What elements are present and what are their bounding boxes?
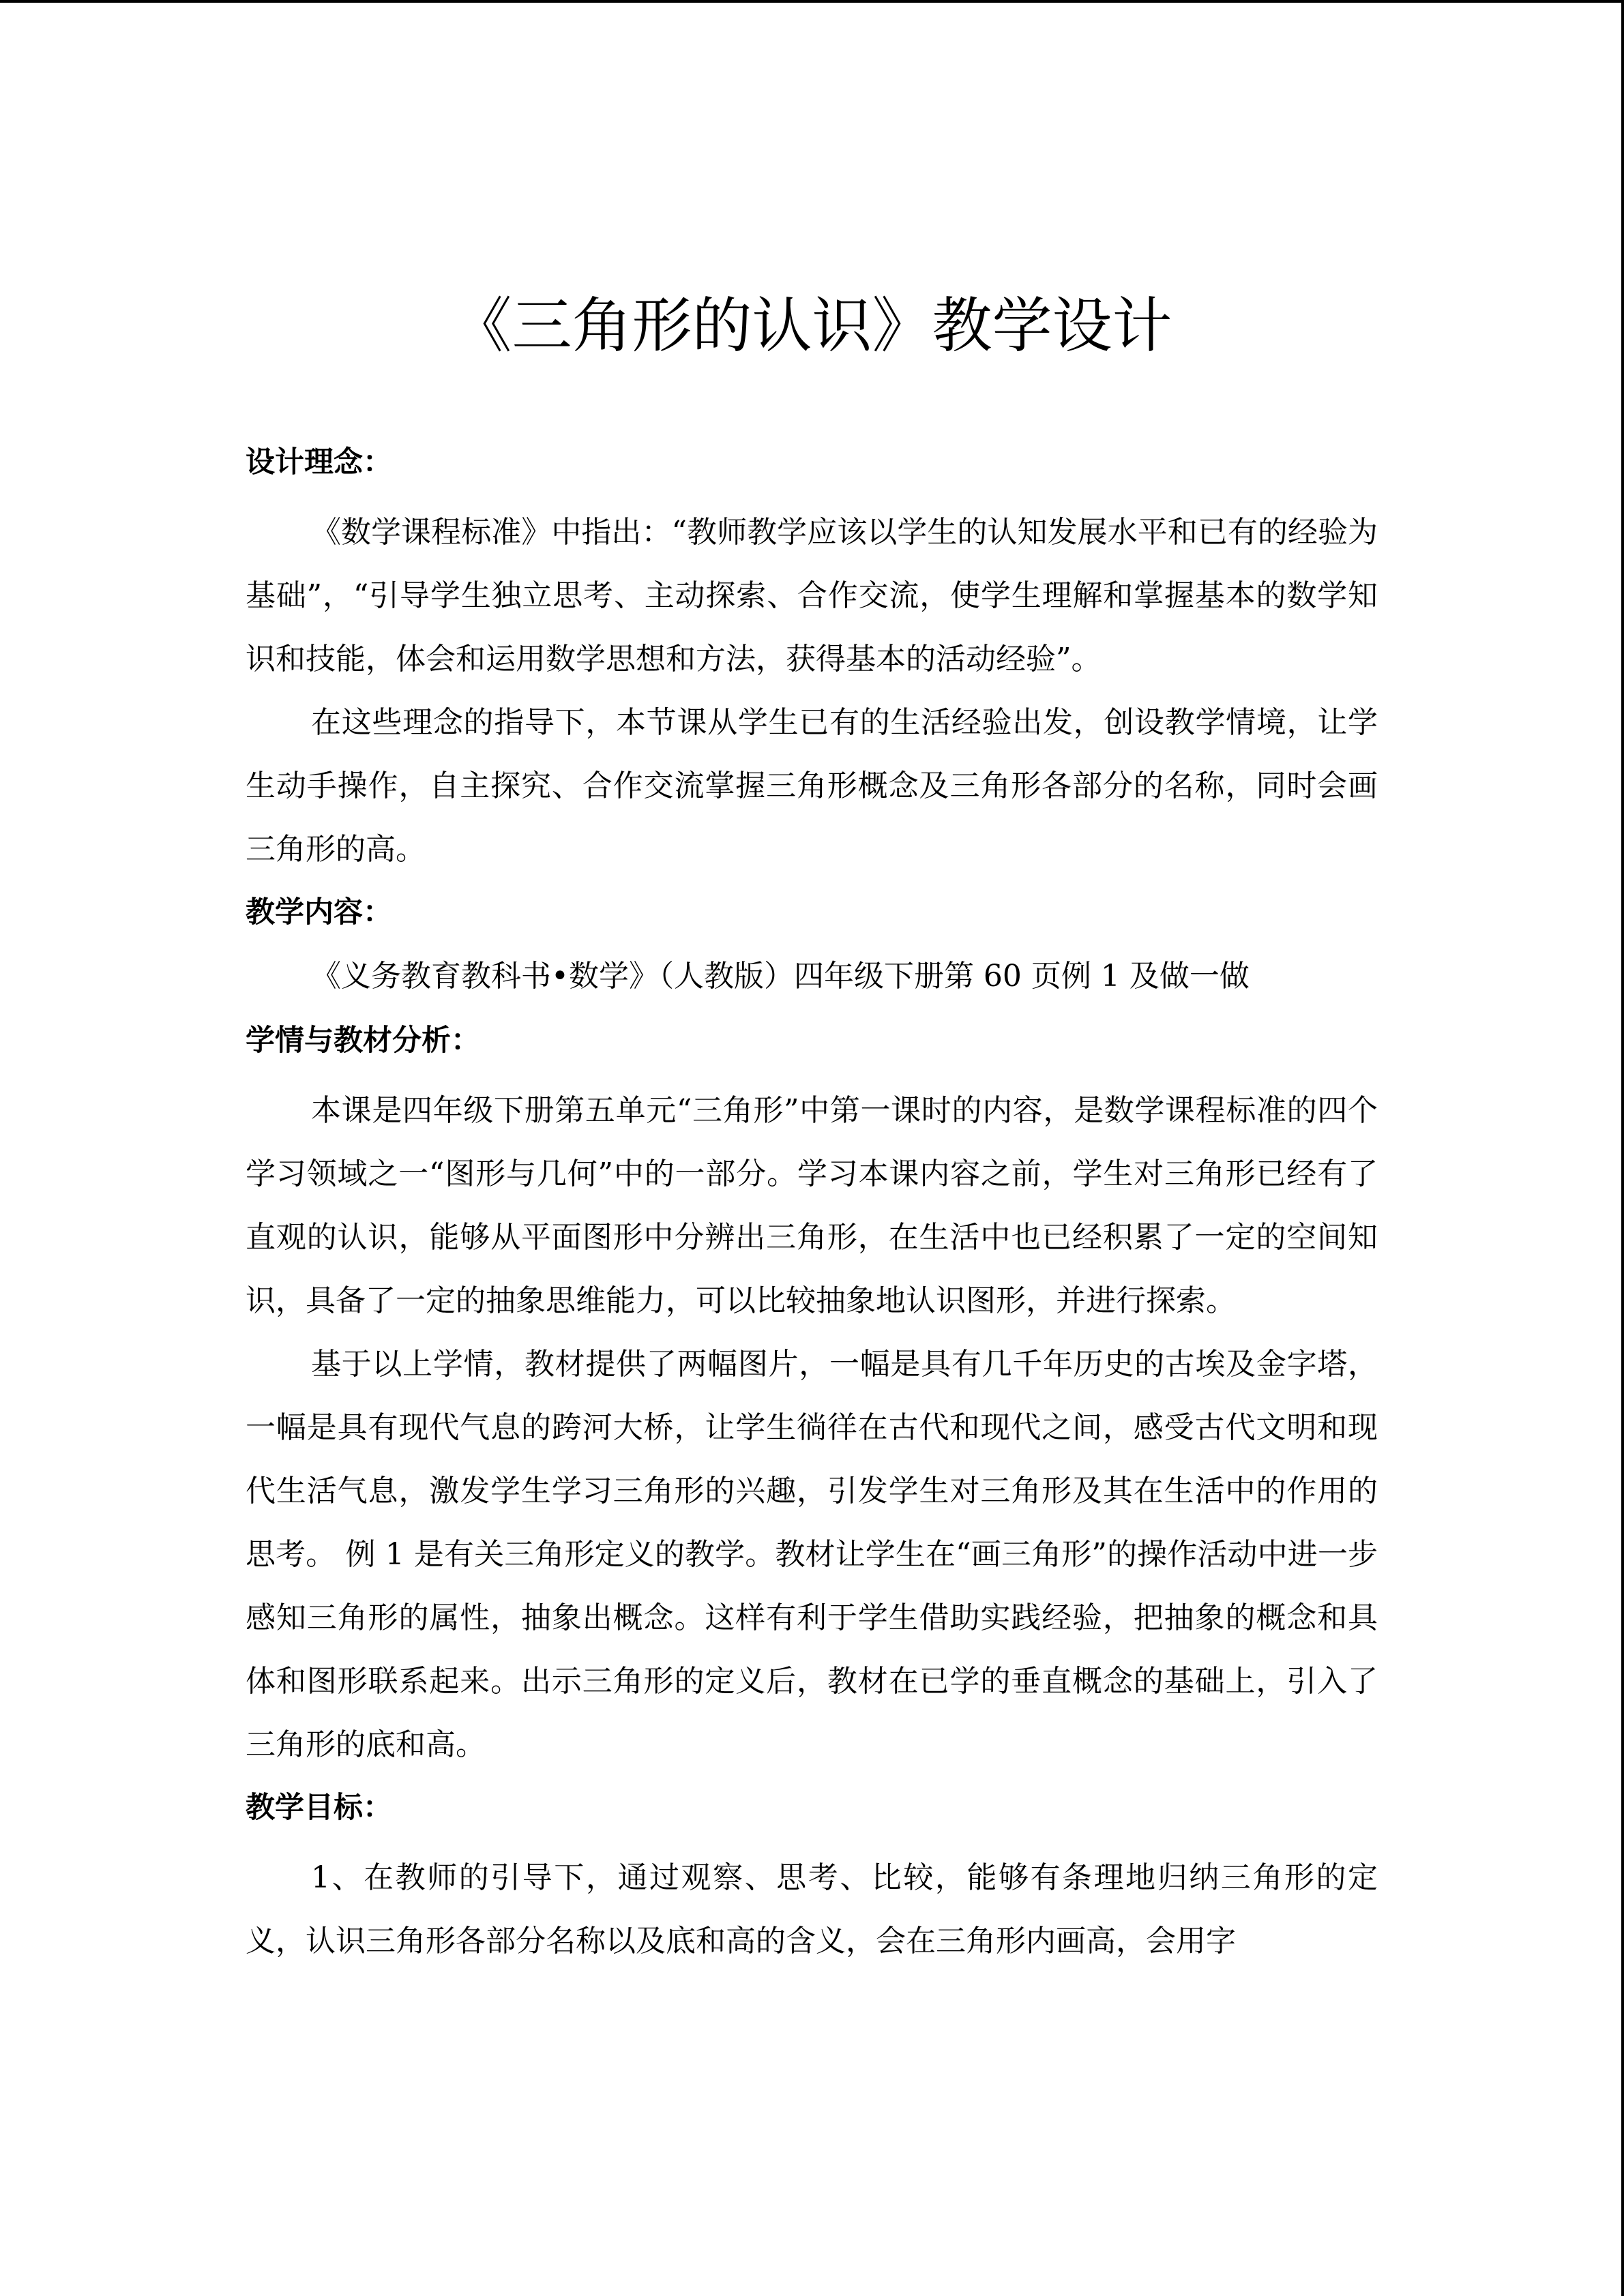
section-heading: 设计理念：: [246, 445, 392, 479]
section-analysis: [246, 1015, 1378, 1776]
document-body: [246, 436, 1378, 1973]
paragraph: 《数学课程标准》中指出：“教师教学应该以学生的认知发展水平和已有的经验为基础”，“引导学生独立思考、主动探索、合作交流，使学生理解和掌握基本的数学知识和技能，体会和运用数学思想和方法，获得基本的活动经验”。: [246, 515, 1378, 676]
section-design-concept: [246, 436, 1378, 881]
paragraph: 本课是四年级下册第五单元“三角形”中第一课时的内容，是数学课程标准的四个学习领域之一“图形与几何”中的一部分。学习本课内容之前，学生对三角形已经有了直观的认识，能够从平面图形中分辨出三角形，在生活中也已经积累了一定的空间知识，具备了一定的抽象思维能力，可以比较抽象地认识图形，并进行探索。: [246, 1093, 1378, 1318]
section-heading: 教学内容：: [246, 895, 392, 929]
section-teaching-content: [246, 886, 1378, 1002]
section-teaching-goals: [246, 1782, 1378, 1973]
section-heading: 教学目标：: [246, 1791, 392, 1825]
section-heading: 学情与教材分析：: [246, 1024, 480, 1058]
document-title: 《三角形的认识》教学设计: [452, 290, 1172, 361]
paragraph: 基于以上学情，教材提供了两幅图片，一幅是具有几千年历史的古埃及金字塔，一幅是具有现代气息的跨河大桥，让学生徜徉在古代和现代之间，感受古代文明和现代生活气息，激发学生学习三角形的兴趣，引发学生对三角形及其在生活中的作用的思考。 例 1 是有关三角形定义的教学。教材让学生在“画三角形”的操作活动中进一步感知三角形的属性，抽象出概念。这样有利于学生借助实践经验，把抽象的概念和具体和图形联系起来。出示三角形的定义后，教材在已学的垂直概念的基础上，引入了三角形的底和高。: [246, 1347, 1378, 1762]
paragraph: 《义务教育教科书•数学》（人教版）四年级下册第 60 页例 1 及做一做: [311, 959, 1250, 994]
paragraph: 1、在教师的引导下，通过观察、思考、比较，能够有条理地归纳三角形的定义，认识三角形各部分名称以及底和高的含义，会在三角形内画高，会用字: [246, 1860, 1378, 1958]
paragraph: 在这些理念的指导下，本节课从学生已有的生活经验出发，创设教学情境，让学生动手操作，自主探究、合作交流掌握三角形概念及三角形各部分的名称，同时会画三角形的高。: [246, 705, 1378, 867]
